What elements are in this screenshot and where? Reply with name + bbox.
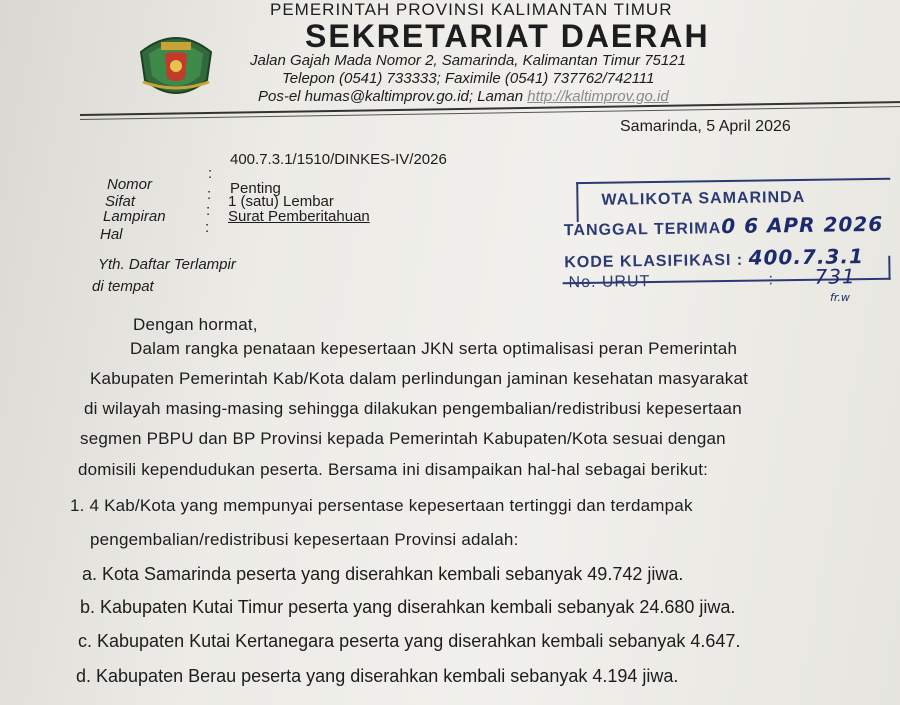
government-name: PEMERINTAH PROVINSI KALIMANTAN TIMUR [270,0,673,19]
nomor-label: Nomor [107,176,153,193]
hal-value: Surat Pemberitahuan [228,208,370,225]
numbered-item-1-continued: pengembalian/redistribusi kepesertaan Provinsi adalah: [90,530,519,549]
recipient-location: di tempat [92,278,154,295]
paragraph-line: di wilayah masing-masing sehingga dilakukan pengembalian/redistribusi kepesertaan [84,399,742,418]
receipt-stamp [561,178,891,301]
colon-separator: : [205,219,210,236]
hal-label: Hal [100,226,123,243]
paragraph-line: segmen PBPU dan BP Provinsi kepada Pemerintah Kabupaten/Kota sesuai dengan [80,429,726,448]
list-item: d. Kabupaten Berau peserta yang diserahkan kembali sebanyak 4.194 jiwa. [76,666,679,686]
stamp-serial-colon: : [768,271,775,289]
website-link[interactable]: http://kaltimprov.go.id [527,88,669,105]
stamp-classification-label: KODE KLASIFIKASI : [564,251,744,272]
stamp-border-right [888,256,890,280]
greeting: Dengan hormat, [133,315,258,334]
list-item: c. Kabupaten Kutai Kertanegara peserta yang diserahkan kembali sebanyak 4.647. [78,631,741,651]
stamp-classification-value: 400.7.3.1 [748,244,865,270]
colon-separator: : [207,186,212,203]
stamp-date-label: TANGGAL TERIMA [563,220,722,240]
lampiran-label: Lampiran [103,208,166,225]
handwritten-initial: fr.w [830,291,850,304]
letterhead-contact [258,88,669,105]
colon-separator: : [206,202,211,219]
email-text: Pos-el humas@kaltimprov.go.id; Laman [258,88,524,105]
letterhead-title: SEKRETARIAT DAERAH [305,18,710,54]
paragraph-line: domisili kependudukan peserta. Bersama ini disampaikan hal-hal sebagai berikut: [78,460,709,479]
stamp-received-date [564,212,884,240]
letter-date: Samarinda, 5 April 2026 [620,118,791,135]
stamp-agency: WALIKOTA SAMARINDA [601,188,806,209]
list-item: b. Kabupaten Kutai Timur peserta yang diserahkan kembali sebanyak 24.680 jiwa. [80,597,736,617]
stamp-date-value: 0 6 APR 2026 [721,211,884,239]
nomor-value: 400.7.3.1/1510/DINKES-IV/2026 [230,151,447,168]
list-item: a. Kota Samarinda peserta yang diserahkan kembali sebanyak 49.742 jiwa. [82,564,684,584]
stamp-serial [568,264,856,292]
paragraph-line: Dalam rangka penataan kepesertaan JKN serta optimalisasi peran Pemerintah [130,339,738,358]
recipient-line: Yth. Daftar Terlampir [98,256,236,273]
paragraph-line: Kabupaten Pemerintah Kab/Kota dalam perlindungan jaminan kesehatan masyarakat [90,369,749,388]
kaltim-emblem-logo [135,30,217,102]
stamp-serial-value: 731 [814,264,856,289]
numbered-item-1: 1. 4 Kab/Kota yang mempunyai persentase kepesertaan tertinggi dan terdampak [70,496,693,515]
stamp-serial-label: No. URUT [568,273,651,292]
letterhead-phone: Telepon (0541) 733333; Faximile (0541) 737762/742111 [282,70,655,87]
colon-separator: : [208,165,213,182]
sifat-value: Penting [230,180,281,197]
letterhead-address: Jalan Gajah Mada Nomor 2, Samarinda, Kalimantan Timur 75121 [250,52,686,69]
sifat-label: Sifat [105,193,136,210]
lampiran-value: 1 (satu) Lembar [228,193,334,210]
